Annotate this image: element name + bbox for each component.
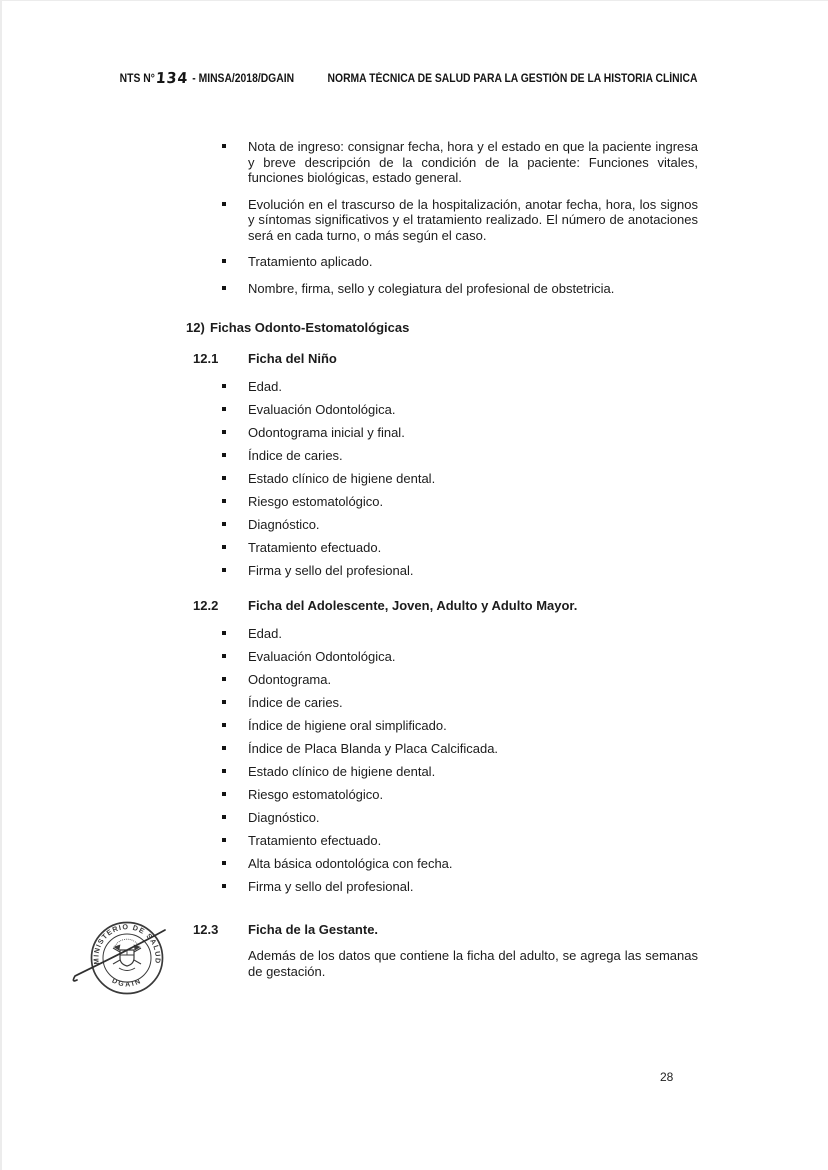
list-item <box>222 281 698 297</box>
ministry-seal-icon <box>72 912 182 1010</box>
bullet-square-icon <box>222 471 248 486</box>
intro-bullet-list <box>186 139 698 296</box>
bullet-square-icon <box>222 649 248 664</box>
header-line-2: NORMA TÉCNICA DE SALUD PARA LA GESTIÓN DE LA HISTORIA CLÍNICA <box>327 73 698 85</box>
bullet-text: Odontograma inicial y final. <box>248 425 405 440</box>
subsection-12-2-title: Ficha del Adolescente, Joven, Adulto y Adulto Mayor. <box>248 598 578 613</box>
document-header <box>0 69 828 88</box>
list-item <box>222 764 698 779</box>
bullet-square-icon <box>222 764 248 779</box>
bullet-text: Diagnóstico. <box>248 810 320 825</box>
bullet-square-icon <box>222 672 248 687</box>
subsection-12-3-number: 12.3 <box>193 922 219 937</box>
list-item <box>222 540 698 555</box>
list-item <box>222 649 698 664</box>
page-number: 28 <box>660 1070 674 1084</box>
bullet-text: Evaluación Odontológica. <box>248 649 396 664</box>
subsection-12-2-number: 12.2 <box>193 598 219 613</box>
list-item <box>222 695 698 710</box>
handwritten-norm-number: 134 <box>155 69 190 87</box>
list-item <box>222 810 698 825</box>
bullet-text: Nota de ingreso: consignar fecha, hora y el estado en que la paciente ingresa y breve descripción de la condición de la paciente: Funciones vitales, funciones biológicas, estado general. <box>248 139 698 185</box>
list-item <box>222 425 698 440</box>
bullet-text: Estado clínico de higiene dental. <box>248 764 436 779</box>
list-item <box>222 672 698 687</box>
bullet-text: Evaluación Odontológica. <box>248 402 396 417</box>
header-nts-suffix: - MINSA/2018/DGAIN <box>192 73 295 85</box>
subsection-12-1-bullet-list <box>186 379 698 578</box>
list-item <box>222 718 698 733</box>
list-item <box>222 787 698 802</box>
list-item <box>222 197 698 244</box>
bullet-square-icon <box>222 379 248 394</box>
subsection-12-2-heading <box>193 598 698 614</box>
bullet-text: Estado clínico de higiene dental. <box>248 471 436 486</box>
bullet-text: Riesgo estomatológico. <box>248 787 384 802</box>
header-line-1 <box>120 69 294 88</box>
bullet-text: Edad. <box>248 626 282 641</box>
bullet-text: Evolución en el trascurso de la hospitalización, anotar fecha, hora, los signos y síntomas significativos y el tratamiento realizado. El número de anotaciones será en cada turno, o más según el caso. <box>248 196 698 243</box>
bullet-square-icon <box>222 402 248 417</box>
list-item <box>222 741 698 756</box>
bullet-text: Odontograma. <box>248 672 332 687</box>
bullet-text: Índice de caries. <box>248 695 343 710</box>
list-item <box>222 448 698 463</box>
bullet-text: Nombre, firma, sello y colegiatura del profesional de obstetricia. <box>248 280 615 296</box>
subsection-12-1-heading <box>193 351 698 367</box>
bullet-square-icon <box>222 626 248 641</box>
bullet-text: Índice de caries. <box>248 448 343 463</box>
subsection-12-3-title: Ficha de la Gestante. <box>248 922 379 937</box>
section-12-heading <box>186 320 698 336</box>
list-item <box>222 856 698 871</box>
list-item <box>222 379 698 394</box>
bullet-square-icon <box>222 139 248 186</box>
bullet-square-icon <box>222 281 248 297</box>
bullet-square-icon <box>222 856 248 871</box>
section-12-label: 12) <box>186 320 205 335</box>
subsection-12-3-paragraph: Además de los datos que contiene la ficha del adulto, se agrega las semanas de gestación. <box>248 948 698 979</box>
bullet-square-icon <box>222 494 248 509</box>
bullet-square-icon <box>222 787 248 802</box>
bullet-text: Tratamiento aplicado. <box>248 254 373 269</box>
bullet-square-icon <box>222 197 248 244</box>
list-item <box>222 402 698 417</box>
list-item <box>222 517 698 532</box>
bullet-square-icon <box>222 517 248 532</box>
bullet-text: Alta básica odontológica con fecha. <box>248 856 453 871</box>
section-12-title: Fichas Odonto-Estomatológicas <box>210 320 410 335</box>
list-item <box>222 139 698 186</box>
list-item <box>222 471 698 486</box>
subsection-12-1-number: 12.1 <box>193 351 219 366</box>
bullet-text: Diagnóstico. <box>248 517 320 532</box>
bullet-square-icon <box>222 254 248 270</box>
subsection-12-2-bullet-list <box>186 626 698 894</box>
bullet-square-icon <box>222 810 248 825</box>
subsection-12-1-title: Ficha del Niño <box>248 351 337 366</box>
list-item <box>222 833 698 848</box>
list-item <box>222 254 698 270</box>
bullet-text: Tratamiento efectuado. <box>248 540 382 555</box>
list-item <box>222 626 698 641</box>
bullet-text: Firma y sello del profesional. <box>248 879 414 894</box>
ministry-seal-stamp <box>72 912 182 1010</box>
list-item <box>222 494 698 509</box>
seal-ring-text: MINISTERIO DE SALUD <box>91 922 163 965</box>
bullet-square-icon <box>222 741 248 756</box>
list-item <box>222 563 698 578</box>
header-nts-prefix: NTS N° <box>119 73 155 85</box>
bullet-square-icon <box>222 718 248 733</box>
bullet-square-icon <box>222 879 248 894</box>
list-item <box>222 879 698 894</box>
bullet-text: Riesgo estomatológico. <box>248 494 384 509</box>
bullet-text: Edad. <box>248 379 282 394</box>
seal-bottom-text: DGAIN <box>110 977 144 989</box>
bullet-square-icon <box>222 563 248 578</box>
svg-text:DGAIN <box>111 978 144 989</box>
bullet-square-icon <box>222 425 248 440</box>
bullet-square-icon <box>222 448 248 463</box>
document-body <box>186 139 698 992</box>
bullet-text: Índice de higiene oral simplificado. <box>248 718 447 733</box>
bullet-square-icon <box>222 695 248 710</box>
bullet-square-icon <box>222 833 248 848</box>
bullet-text: Índice de Placa Blanda y Placa Calcificada. <box>248 741 499 756</box>
bullet-text: Firma y sello del profesional. <box>248 563 414 578</box>
subsection-12-3-heading <box>193 922 698 938</box>
bullet-square-icon <box>222 540 248 555</box>
bullet-text: Tratamiento efectuado. <box>248 833 382 848</box>
coat-of-arms-icon <box>113 945 141 971</box>
